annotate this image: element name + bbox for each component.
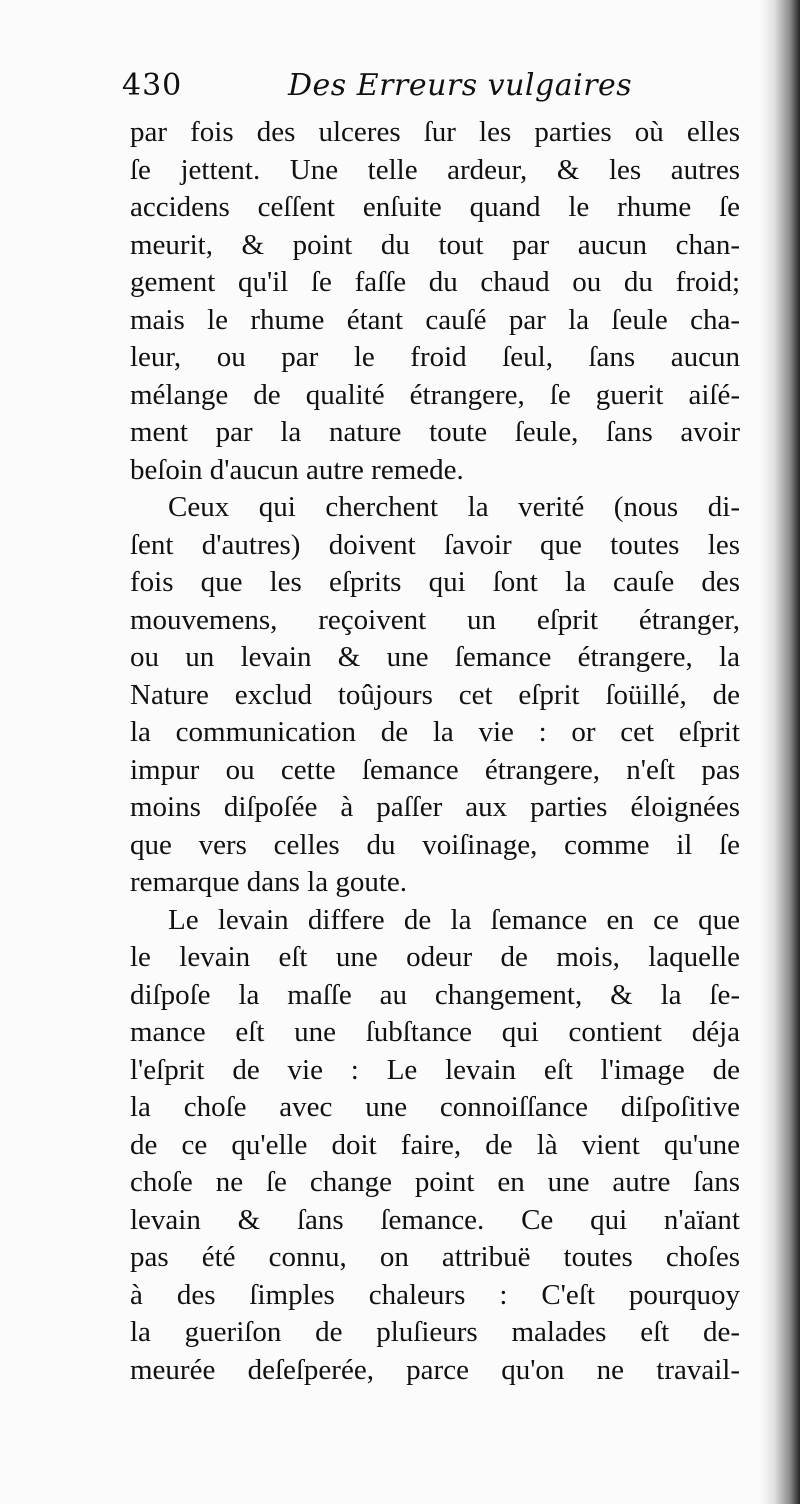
text-line: la communication de la vie : or cet eſprit <box>130 716 740 748</box>
text-line: à des ſimples chaleurs : C'eſt pourquoy <box>130 1278 740 1311</box>
paragraph <box>130 902 740 1390</box>
text-line: accidens ceſſent enſuite quand le rhume ſe <box>130 191 740 223</box>
text-line: ou un levain & une ſemance étrangere, la <box>130 641 740 673</box>
text-line: impur ou cette ſemance étrangere, n'eſt pas <box>130 753 740 786</box>
text-line: levain & ſans ſemance. Ce qui n'aïant <box>130 1203 740 1236</box>
text-line: ſe jettent. Une telle ardeur, & les autres <box>130 153 740 186</box>
text-line: le levain eſt une odeur de mois, laquelle <box>130 941 740 973</box>
body-text <box>130 114 740 1389</box>
text-line: mélange de qualité étrangere, ſe guerit aiſé- <box>130 378 740 411</box>
text-line: que vers celles du voiſinage, comme il ſe <box>130 828 740 861</box>
text-line: diſpoſe la maſſe au changement, & la ſe- <box>130 978 740 1011</box>
text-line: gement qu'il ſe faſſe du chaud ou du froid; <box>130 266 740 298</box>
text-line: la choſe avec une connoiſſance diſpoſitive <box>130 1091 740 1123</box>
text-line: leur, ou par le froid ſeul, ſans aucun <box>130 341 740 373</box>
text-line: l'eſprit de vie : Le levain eſt l'image de <box>130 1053 740 1086</box>
text-line: de ce qu'elle doit faire, de là vient qu'une <box>130 1128 740 1161</box>
paragraph <box>130 114 740 489</box>
text-line: remarque dans la goute. <box>130 866 408 898</box>
text-line: moins diſpoſée à paſſer aux parties éloignées <box>130 791 740 823</box>
text-line: Ceux qui cherchent la verité (nous di- <box>168 491 740 523</box>
text-line: choſe ne ſe change point en une autre ſans <box>130 1166 740 1198</box>
text-line: mouvemens, reçoivent un eſprit étranger, <box>130 603 740 636</box>
text-line: mais le rhume étant cauſé par la ſeule cha- <box>130 303 740 336</box>
text-line: par fois des ulceres ſur les parties où elles <box>130 116 740 148</box>
text-line: pas été connu, on attribuë toutes choſes <box>130 1241 740 1273</box>
text-line: fois que les eſprits qui ſont la cauſe des <box>130 566 740 598</box>
page-header <box>122 68 722 112</box>
text-line: la gueriſon de pluſieurs malades eſt de- <box>130 1316 740 1348</box>
text-line: mance eſt une ſubſtance qui contient déja <box>130 1016 740 1048</box>
paragraph <box>130 489 740 902</box>
text-line: beſoin d'aucun autre remede. <box>130 453 464 486</box>
page-gutter-shadow <box>760 0 800 1504</box>
text-line: meurée deſeſperée, parce qu'on ne travail- <box>130 1353 740 1386</box>
text-line: ment par la nature toute ſeule, ſans avoir <box>130 416 740 448</box>
text-line: Nature exclud toûjours cet eſprit ſoüillé, de <box>130 678 740 711</box>
text-line: ſent d'autres) doivent ſavoir que toutes les <box>130 528 740 561</box>
text-line: Le levain differe de la ſemance en ce que <box>168 903 740 936</box>
text-line: meurit, & point du tout par aucun chan- <box>130 228 740 261</box>
running-title: Des Erreurs vulgaires <box>288 68 633 103</box>
page-number: 430 <box>122 68 183 103</box>
